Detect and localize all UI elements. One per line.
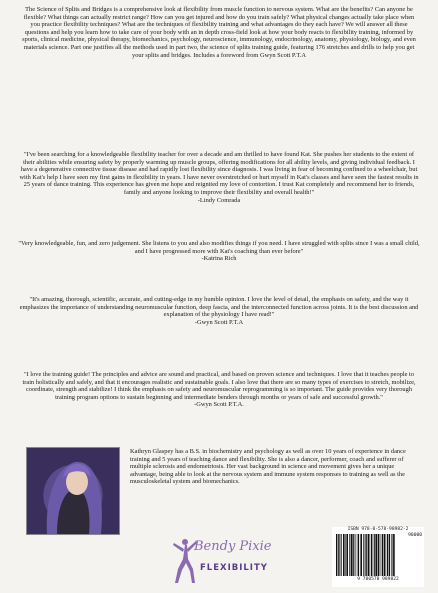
barcode-bar xyxy=(349,534,350,576)
barcode-bar xyxy=(380,534,381,576)
barcode-bar xyxy=(368,534,370,576)
logo-subtitle: FLEXIBILITY xyxy=(200,563,268,573)
barcode-bar xyxy=(353,534,354,576)
barcode-bar xyxy=(393,534,395,576)
barcode-bar xyxy=(345,534,346,576)
barcode-bar xyxy=(355,534,356,576)
testimonial-4 xyxy=(18,371,420,409)
barcode-bar xyxy=(358,534,359,576)
testimonial-text: "I love the training guide! The principles and advice are sound and practical, and based on proven science and techniques. I love that it teaches people to train holistically and safely, and that it encourages realistic and sustainable goals. I also love that there are so many types of exercises to stretch, mobilize, coordinate, strength and stabilize! I think the emphasis on safety and neuromuscular reprogramming is so important. The guide provides very thorough training program options to sustain beginning and intermediate benders through months or years of safe and successful growth." xyxy=(22,371,416,401)
barcode-bar xyxy=(346,534,348,576)
barcode-bar xyxy=(357,534,358,576)
barcode-bars xyxy=(336,534,396,576)
barcode-bar xyxy=(382,534,384,576)
publisher-logo xyxy=(172,537,292,587)
barcode-bar xyxy=(336,534,337,576)
barcode-bar xyxy=(374,534,375,576)
isbn-barcode xyxy=(332,527,424,587)
barcode-bar xyxy=(378,534,380,576)
testimonial-text: "Very knowledgeable, fun, and zero judgement. She listens to you and also modifies things if you need. I have struggled with splits since I was a small child, and I have progressed more with Kat's coaching than ever before" xyxy=(18,240,420,255)
barcode-bar xyxy=(375,534,377,576)
barcode-digits: 9 780578 989822 xyxy=(357,577,399,582)
testimonial-3 xyxy=(18,296,420,326)
isbn-text: ISBN 978-0-578-98982-2 xyxy=(347,527,409,532)
testimonial-author: -Gwyn Scott P.T.A. xyxy=(194,401,244,409)
testimonial-2 xyxy=(18,240,420,263)
barcode-bar xyxy=(363,534,364,576)
testimonial-text: "I've been searching for a knowledgeable flexibility teacher for over a decade and am thrilled to have found Kat. She pushes her students to the extent of their abilities while ensuring safety by properly warming up muscle groups, offering modifications for all ability levels, and giving individual feedback. I have a degenerative connective tissue disease and had rapidly lost flexibility since diagnosis. I was living in fear of becoming confined to a wheelchair, but with Kat's help I have seen my first gains in flexibility in years. I have never overstretched or hurt myself in Kat's classes and have seen the fastest results in 25 years of dance training. This experience has given me hope and reignited my love of contortion. I trust Kat completely and recommend her to friends, family and anyone looking to improve their flexibility and overall health!" xyxy=(19,151,419,196)
book-description: The Science of Splits and Bridges is a comprehensive look at flexibility from muscle function to nervous system. What are the benefits? Can anyone be flexible? What things can actually restrict range? How can you get injured and how do you train safely? What physical changes actually take place when you practice flexibility techniques? What are the techniques of flexibility training and what advantages do they each have? We will answer all these questions and help you learn how to take care of your body with an in depth cross-field look at how your body reacts to flexibility training, informed by sports, clinical medicine, physical therapy, biomechanics, psychology, neuroscience, immunology, endocrinology, anatomy, physiology, biology, and even materials science. Part one justifies all the methods used in part two, the science of splits training guide, featuring 176 stretches and drills to help you get your splits and bridges. Includes a foreword from Gwyn Scott P.T.A xyxy=(22,6,416,59)
author-photo xyxy=(26,447,120,535)
barcode-bar xyxy=(351,534,353,576)
testimonial-author: -Gwyn Scott P.T.A xyxy=(194,318,244,326)
testimonial-1 xyxy=(18,151,420,204)
barcode-bar xyxy=(391,534,392,576)
barcode-bar xyxy=(339,534,340,576)
barcode-bar xyxy=(341,534,342,576)
barcode-bar xyxy=(384,534,386,576)
price-code: 90000 xyxy=(408,533,422,538)
logo-script-text: Bendy Pixie xyxy=(194,539,272,554)
barcode-bar xyxy=(387,534,389,576)
barcode-bar xyxy=(365,534,366,576)
barcode-bar xyxy=(371,534,373,576)
testimonial-author: -Lindy Comrada xyxy=(197,196,241,204)
barcode-bar xyxy=(389,534,390,576)
testimonial-author: -Katrina Rich xyxy=(201,255,237,263)
barcode-bar xyxy=(360,534,362,576)
testimonial-text: "It's amazing, thorough, scientific, accurate, and cutting-edge in my humble opinion. I love the level of detail, the emphasis on safety, and the way it emphasizes the importance of understanding neuromuscular function, deep fascia, and the interconnected function across joints. It is the best discussion and explanation of the physiology I have read!" xyxy=(19,296,419,319)
barcode-bar xyxy=(343,534,345,576)
barcode-bar xyxy=(338,534,339,576)
author-bio: Kathryn Glaspey has a B.S. in biochemistry and psychology as well as over 10 years of experience in dance training and 5 years of teaching dance and flexibility. She is also a dancer, performer, coach and sufferer of multiple sclerosis and endometriosis. Her vast background in science and movement gives her a unique advantage, being able to look at the nervous system and immune system responses to training as well as the musculoskeletal system and biomechanics. xyxy=(130,448,406,486)
barcode-bar xyxy=(366,534,367,576)
